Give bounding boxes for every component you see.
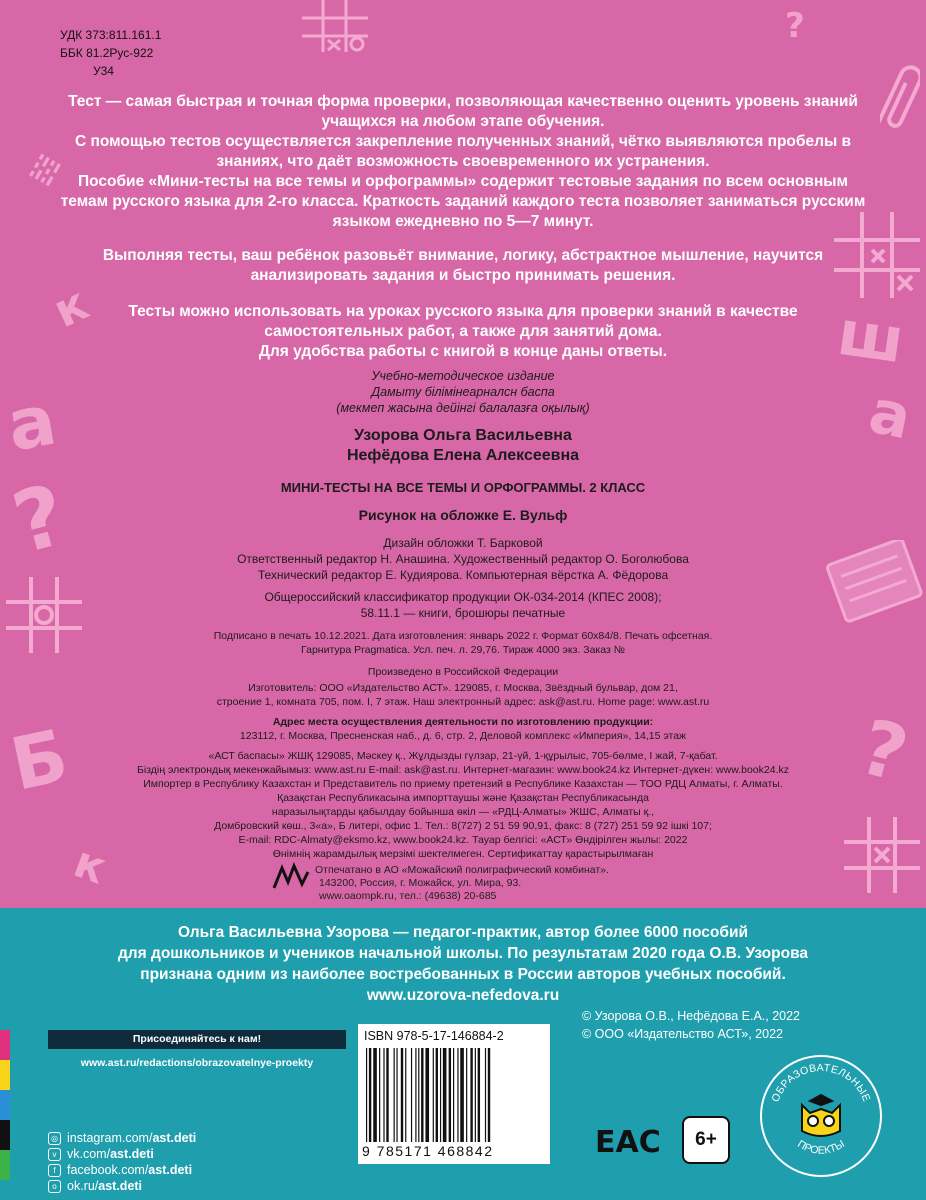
letter-sh-deco-icon: ш [833,295,909,378]
maker-line-1: Изготовитель: ООО «Издательство АСТ». 129085, г. Москва, Звёздный бульвар, дом 21, [248,682,678,694]
social-handle: ast.deti [148,1163,193,1177]
printer-line-2: 143200, Россия, г. Можайск, ул. Мира, 93. [319,877,522,889]
age-rating-badge: 6+ [682,1116,730,1164]
social-links [48,1130,196,1194]
author-2: Нефёдова Елена Алексеевна [346,447,580,464]
facebook-icon: f [48,1164,61,1177]
social-ok-link[interactable] [48,1178,196,1194]
barcode-bar [386,1048,388,1142]
udk-code: УДК 373:811.161.1 [60,28,162,42]
barcode-bar [457,1048,458,1142]
printer-info [315,864,609,903]
barcode-bar [453,1048,454,1142]
eac-mark-icon: EAC [595,1125,661,1160]
copyright-publisher: © ООО «Издательство АСТ», 2022 [582,1027,783,1041]
barcode-bar [383,1048,384,1142]
tic-tac-toe-left-deco-icon [4,575,84,655]
classifier-line-2: 58.11.1 — книги, брошюры печатные [360,606,566,620]
social-handle: ast.deti [152,1131,197,1145]
book-title: МИНИ-ТЕСТЫ НА ВСЕ ТЕМЫ И ОРФОГРАММЫ. 2 КЛАСС [280,480,646,495]
barcode-bars [364,1048,544,1142]
about-author-line-1: Ольга Васильевна Узорова — педагог-практик, автор более 6000 пособий [177,924,749,941]
barcode-bar [433,1048,434,1142]
barcode-bar [475,1048,476,1142]
color-strip-edge [0,1030,10,1180]
barcode-bar [470,1048,472,1142]
barcode-bar [436,1048,438,1142]
vk-icon: v [48,1148,61,1161]
imprint-block [120,368,806,861]
intro-paragraph-4: Выполняя тесты, ваш ребёнок разовьёт внимание, логику, абстрактное мышление, научится анализировать задания и быстро принимать решения. [102,247,824,284]
letter-k-deco-icon: к [45,275,97,339]
badge-emblem [762,1057,880,1175]
printer-line-3: www.oaompk.ru, тел.: (49638) 20-685 [319,890,497,902]
print-info-line-1: Подписано в печать 10.12.2021. Дата изготовления: январь 2022 г. Формат 60x84/8. Печать офсетная. [213,630,713,642]
print-info-line-2: Гарнитура Pragmatica. Усл. печ. л. 29,76. Тираж 4000 экз. Заказ № [301,644,625,656]
kz-line-2: Біздің электрондық мекенжайымыз: www.ast.ru E-mail: ask@ast.ru. Интернет-магазин: www.book24.kz Интернет-дүкен: www.book24.kz [137,764,789,776]
notebook-deco-icon [826,540,926,630]
question-mark-right-deco-icon: ? [851,701,917,800]
author-website-link[interactable]: www.uzorova-nefedova.ru [366,987,560,1004]
author-mark: У34 [93,64,114,78]
tic-tac-toe-top-deco-icon [300,0,370,55]
barcode-bar [443,1048,447,1142]
kz-line-3: Импортер в Республику Казахстан и Представитель по приему претензий в Республике Казахстан — ТОО РДЦ Алматы, г. Алматы. [143,778,783,790]
barcode-bar [394,1048,395,1142]
maker-line-2: строение 1, комната 705, пом. I, 7 этаж. Наш электронный адрес: ask@ast.ru. Home page: www.ast.ru [216,696,710,708]
barcode-bar [478,1048,480,1142]
intro-paragraph-2: С помощью тестов осуществляется закрепление полученных знаний, чётко выявляются пробелы в знаниях, что даёт возможность своевременного их устранения. [74,133,852,170]
intro-text-usage [60,302,866,362]
isbn-text: ISBN 978-5-17-146884-2 [364,1029,504,1043]
barcode-bar [466,1048,467,1142]
produced-in: Произведено в Российской Федерации [367,666,559,678]
kz-line-7: E-mail: RDC-Almaty@eksmo.kz, www.book24.kz. Тауар белгісі: «АСТ» Өндірілген жылы: 2022 [238,834,688,846]
projects-url-link[interactable]: www.ast.ru/redactions/obrazovatelnye-proekty [80,1057,314,1069]
social-vk-link[interactable] [48,1146,196,1162]
question-mark-top-deco-icon: ? [785,6,805,46]
barcode-bar [440,1048,441,1142]
isbn-barcode [358,1024,550,1164]
intro-paragraph-3: Пособие «Мини-тесты на все темы и орфограммы» содержит тестовые задания по всем основным темам русского языка для 2-го класса. Краткость заданий каждого теста позволяет заниматься русским языком ежедневно по 5—7 минут. [60,173,866,230]
about-author [20,922,906,1006]
paper-clip-right-deco-icon [880,60,920,140]
barcode-bar [415,1048,416,1142]
educational-projects-badge [760,1055,882,1177]
edition-type-kz: Дамыту білімінеарналсн баспа [371,385,555,399]
classifier-line-1: Общероссийский классификатор продукции ОК-034-2014 (КПЕС 2008); [264,590,662,604]
kz-line-6: Домбровский көш., 3«а», Б литері, офис 1. Тел.: 8(727) 2 51 59 90,91, факс: 8 (727) 251 59 92 ішкі 107; [214,820,712,832]
intro-text-benefits [60,246,866,286]
intro-paragraph-5: Тесты можно использовать на уроках русского языка для проверки знаний в качестве самостоятельных работ, а также для занятий дома. [128,303,798,340]
barcode-bar [421,1048,423,1142]
address-heading: Адрес места осуществления деятельности по изготовлению продукции: [272,716,654,728]
kz-line-8: Өнімнің жарамдылық мерзімі шектелмеген. Сертификаттау қарастырылмаған [272,848,654,860]
kz-line-1: «АСТ баспасы» ЖШҚ 129085, Мәскеу қ., Жұлдызды гүлзар, 21-үй, 1-құрылыс, 705-бөлме, I жай, 7-қабат. [208,750,718,762]
printer-logo-icon [272,862,310,892]
barcode-bar [373,1048,377,1142]
intro-paragraph-1: Тест — самая быстрая и точная форма проверки, позволяющая качественно оценить уровень знаний учащихся на любом этапе обучения. [68,93,858,130]
copyright-authors: © Узорова О.В., Нефёдова Е.А., 2022 [582,1009,801,1023]
classification-codes [60,26,161,80]
tic-tac-toe-bottom-right-deco-icon [842,815,922,895]
barcode-bar [460,1048,464,1142]
credits-technical: Технический редактор Е. Кудиярова. Компьютерная вёрстка А. Фёдорова [257,568,669,582]
barcode-bar [425,1048,429,1142]
author-1: Узорова Ольга Васильевна [354,427,572,444]
address-line: 123112, г. Москва, Пресненская наб., д. 6, стр. 2, Деловой комплекс «Империя», 14,15 этаж [239,730,687,742]
paper-clip-deco-icon: 𝍌 [20,146,71,194]
question-mark-deco-icon: ? [3,465,76,573]
barcode-bar [411,1048,412,1142]
credits-editors: Ответственный редактор Н. Анашина. Художественный редактор О. Боголюбова [237,552,689,566]
ok-icon: o [48,1180,61,1193]
barcode-bar [396,1048,397,1142]
cover-artist: Рисунок на обложке Е. Вульф [358,507,568,523]
barcode-bar [366,1048,367,1142]
social-prefix: vk.com/ [67,1147,111,1161]
intro-text [60,92,866,232]
social-handle: ast.deti [110,1147,154,1161]
social-prefix: instagram.com/ [67,1131,153,1145]
instagram-icon: ◎ [48,1132,61,1145]
barcode-bar [418,1048,419,1142]
barcode-bar [401,1048,403,1142]
edition-age-kz: (мекмеп жасына дейінгі балалазға оқылық) [336,401,590,415]
social-prefix: facebook.com/ [67,1163,149,1177]
letter-b-deco-icon: Б [3,713,76,807]
letter-a-deco-icon: a [1,378,63,468]
join-us-banner: Присоединяйтесь к нам! [48,1030,346,1049]
cat-icon [802,1095,840,1136]
badge-bottom-text: ПРОЕКТЫ [795,1138,847,1157]
barcode-bar [488,1048,490,1142]
edition-type: Учебно-методическое издание [371,369,555,383]
barcode-number: 9 785171 468842 [362,1143,494,1159]
social-instagram-link[interactable] [48,1130,196,1146]
social-facebook-link[interactable] [48,1162,196,1178]
bbk-code: ББК 81.2Рус-922 [60,46,154,60]
barcode-bar [369,1048,371,1142]
credits-design: Дизайн обложки Т. Барковой [383,536,543,550]
copyright-block [582,1007,800,1043]
letter-k-bottom-deco-icon: к [67,836,113,895]
barcode-bar [379,1048,380,1142]
about-author-line-2: для дошкольников и учеников начальной школы. По результатам 2020 года О.В. Узорова [117,945,809,962]
svg-text:ПРОЕКТЫ [795,1138,846,1157]
about-author-line-3: признана одним из наиболее востребованных в России авторов учебных пособий. [140,966,786,983]
barcode-bar [485,1048,486,1142]
printer-line-1: Отпечатано в АО «Можайский полиграфический комбинат». [315,864,609,876]
kz-line-4: Қазақстан Республикасына импорттаушы және Қазақстан Республикасында [277,792,649,804]
kz-line-5: наразылықтарды қабылдау бойынша өкіл — «РДЦ-Алматы» ЖШС, Алматы қ., [271,806,655,818]
letter-a-right-deco-icon: а [863,376,918,454]
intro-paragraph-6: Для удобства работы с книгой в конце даны ответы. [258,343,668,360]
barcode-bar [449,1048,451,1142]
barcode-bar [405,1048,406,1142]
social-prefix: ok.ru/ [67,1179,99,1193]
social-handle: ast.deti [98,1179,143,1193]
badge-top-text: ОБРАЗОВАТЕЛЬНЫЕ [769,1061,873,1104]
